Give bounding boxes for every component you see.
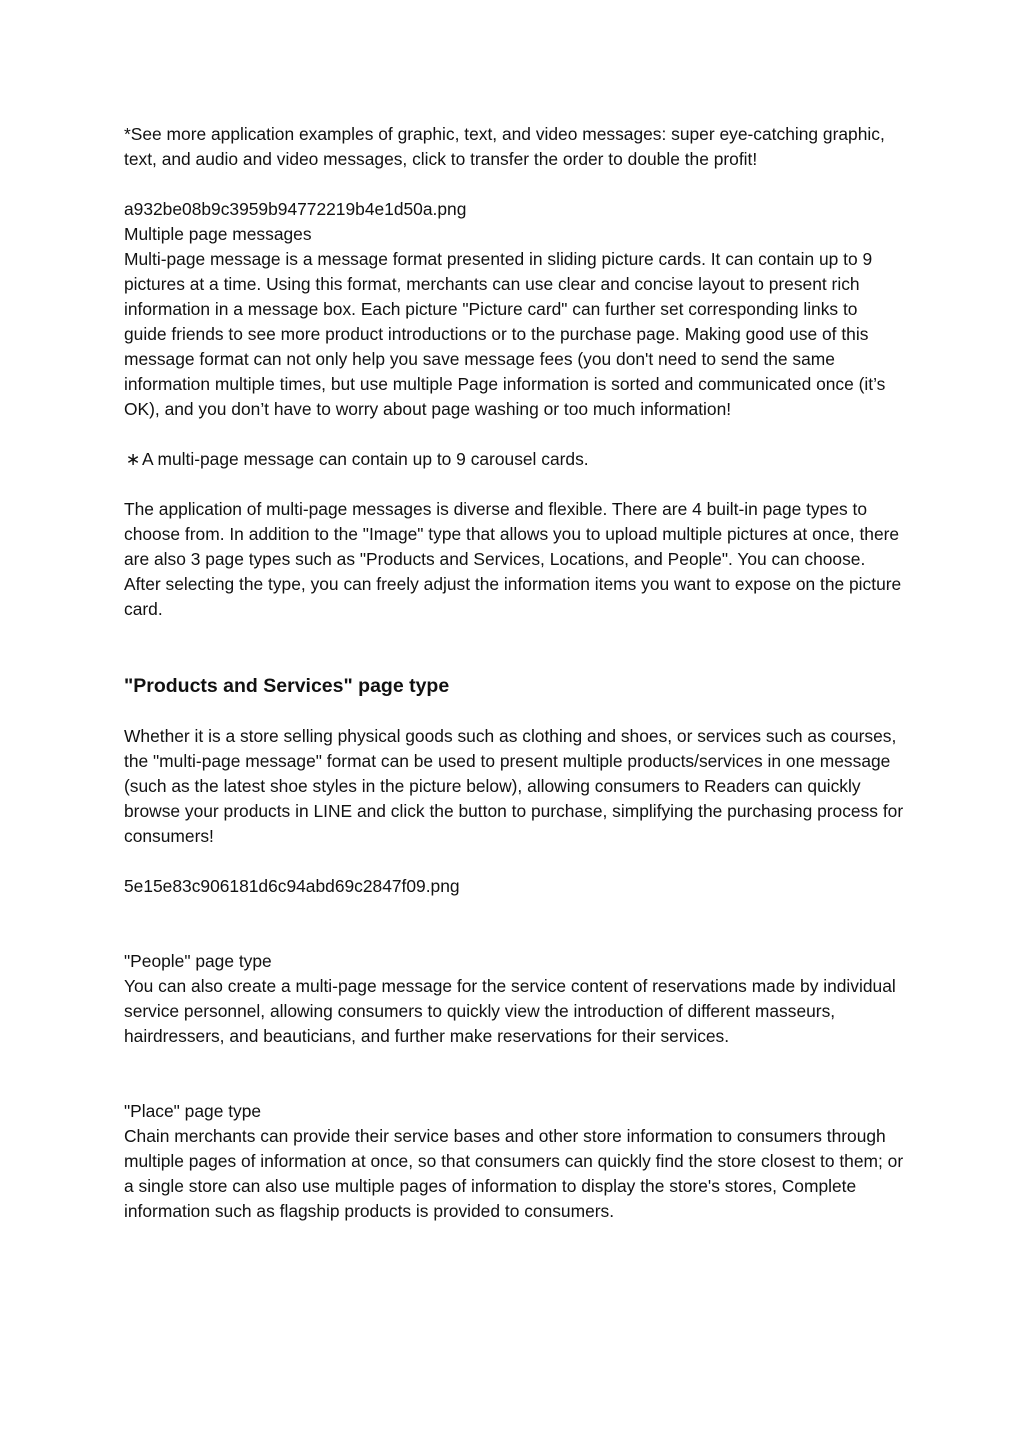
note-star-icon: ∗ xyxy=(125,449,141,469)
page-types-paragraph: The application of multi-page messages is diverse and flexible. There are 4 built-in page types to choose from. In addition to the "Image" type that allows you to upload multiple pictures at once, there are also 3 page types such as "Products and Services, Locations, and People". You can choose. After selecting the type, you can freely adjust the information items you want to expose on the picture card. xyxy=(124,499,902,619)
section-title-place: "Place" page type xyxy=(124,1101,262,1121)
place-section-body: Chain merchants can provide their service bases and other store information to consumers through multiple pages of information at once, so that consumers can quickly find the store closest to them; or a single store can also use multiple pages of information to display the store's stores, Complete information such as flagship products is provided to consumers. xyxy=(124,1126,904,1221)
section-title-multi-page: Multiple page messages xyxy=(124,224,312,244)
products-section-body: Whether it is a store selling physical goods such as clothing and shoes, or services such as courses, the "multi-page message" format can be used to present multiple products/services in one message (such as the latest shoe styles in the picture below), allowing consumers to Readers can quickly browse your products in LINE and click the button to purchase, simplifying the purchasing process for consumers! xyxy=(124,726,904,846)
note-text: A multi-page message can contain up to 9 carousel cards. xyxy=(142,449,589,469)
intro-note: *See more application examples of graphic, text, and video messages: super eye-catching graphic, text, and audio and video messages, click to transfer the order to double the profit! xyxy=(124,124,885,169)
products-section-heading: "Products and Services" page type xyxy=(124,675,450,697)
image-reference: 5e15e83c906181d6c94abd69c2847f09.png xyxy=(124,876,460,896)
section-title-people: "People" page type xyxy=(124,951,272,971)
image-reference: a932be08b9c3959b94772219b4e1d50a.png xyxy=(124,199,467,219)
multi-page-note xyxy=(124,447,904,472)
document-body xyxy=(124,122,904,1224)
people-section-body: You can also create a multi-page message for the service content of reservations made by individual service personnel, allowing consumers to quickly view the introduction of different masseurs, hairdressers, and beauticians, and further make reservations for their services. xyxy=(124,976,896,1046)
multi-page-description: Multi-page message is a message format presented in sliding picture cards. It can contain up to 9 pictures at a time. Using this format, merchants can use clear and concise layout to present rich information in a message box. Each picture "Picture card" can further set corresponding links to guide friends to see more product introductions or to the purchase page. Making good use of this message format can not only help you save message fees (you don't need to send the same information multiple times, but use multiple Page information is sorted and communicated once (it’s OK), and you don’t have to worry about page washing or too much information! xyxy=(124,249,886,419)
